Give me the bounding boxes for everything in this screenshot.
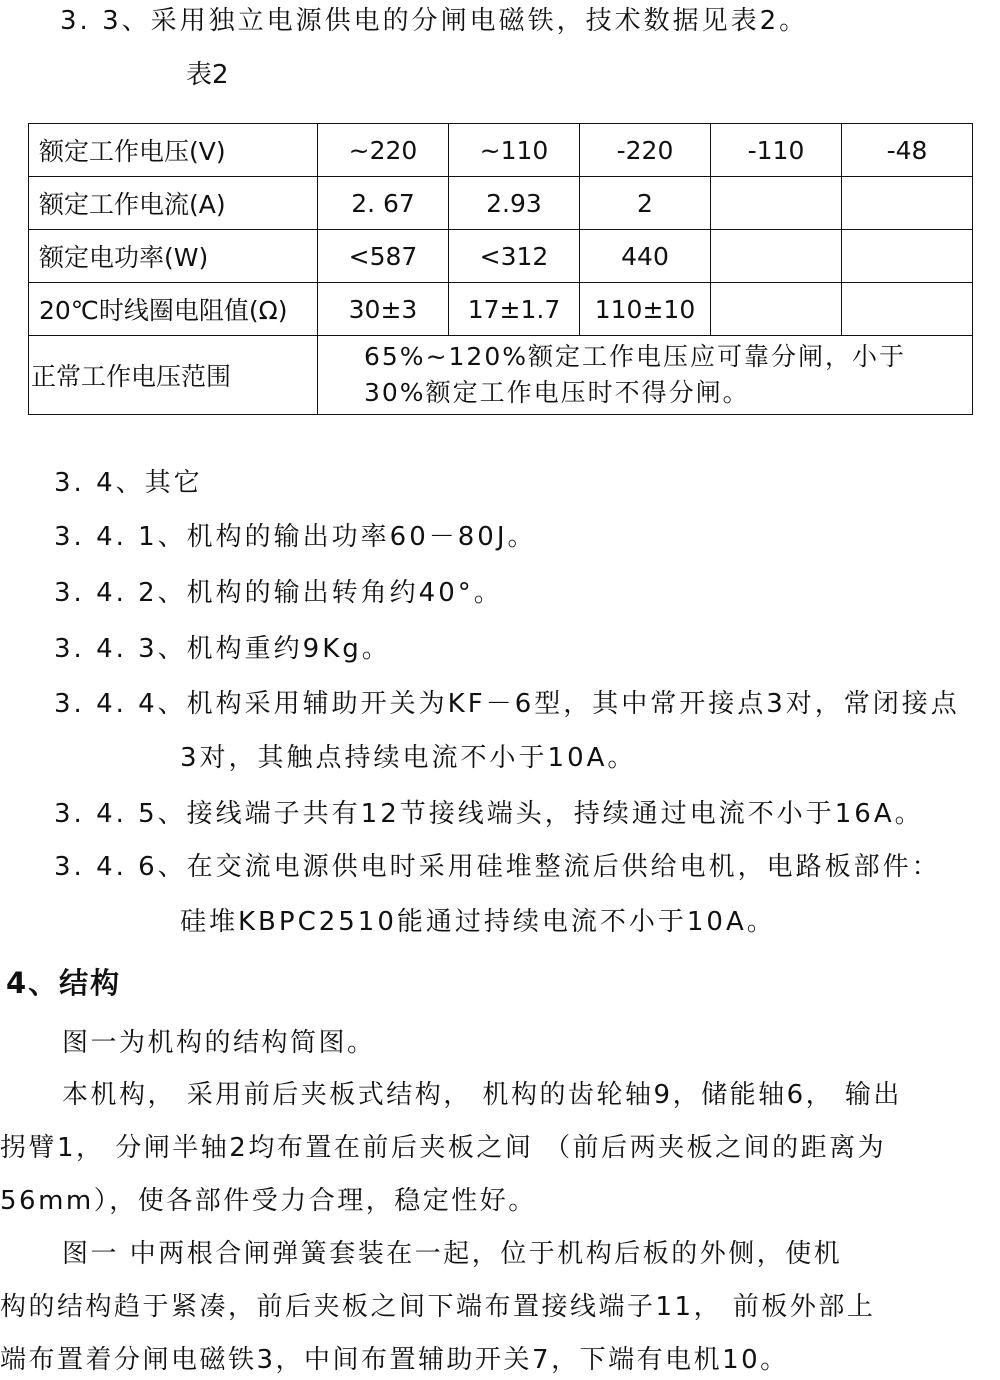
item-3-4-5: 3. 4. 5、接线端子共有12节接线端头，持续通过电流不小于16A。 [54,799,924,829]
table-row [29,177,973,230]
section-3-4: 3. 4、其它 [54,468,203,498]
item-3-4-6-cont: 硅堆KBPC2510能通过持续电流不小于10A。 [180,907,776,937]
table-row [29,124,973,177]
item-3-4-3: 3. 4. 3、机构重约9Kg。 [54,634,391,664]
table-cell [711,230,842,283]
row-label: 20℃时线圈电阻值(Ω) [29,283,318,336]
paragraph-line: 图一 中两根合闸弹簧套装在一起，位于机构后板的外侧，使机 [62,1239,843,1269]
table-cell: ~110 [449,124,580,177]
paragraph-line: 本机构， 采用前后夹板式结构， 机构的齿轮轴9，储能轴6， 输出 [62,1080,902,1110]
paragraph-line: 构的结构趋于紧凑，前后夹板之间下端布置接线端子11， 前板外部上 [0,1292,876,1322]
table-cell [842,177,973,230]
row-label: 额定电功率(W) [29,230,318,283]
table-row-voltage-range [29,336,973,415]
section-4-heading: 4、结构 [6,966,122,1000]
table-cell: -48 [842,124,973,177]
spec-table [28,123,973,415]
range-text-line: 30%额定工作电压时不得分闸。 [364,378,750,407]
table-cell: <312 [449,230,580,283]
range-text-line: 65%~120%额定工作电压应可靠分闸，小于 [364,341,906,371]
table-cell: 110±10 [580,283,711,336]
table-cell: ~220 [318,124,449,177]
table-cell: 2 [580,177,711,230]
table-cell: -220 [580,124,711,177]
item-3-4-4: 3. 4. 4、机构采用辅助开关为KF－6型，其中常开接点3对，常闭接点 [54,689,960,719]
paragraph-line: 拐臂1， 分闸半轴2均布置在前后夹板之间 （前后两夹板之间的距离为 [0,1133,887,1163]
table-cell: 2.93 [449,177,580,230]
table-cell [711,177,842,230]
table-cell [711,283,842,336]
section-3-3-heading: 3. 3、采用独立电源供电的分闸电磁铁，技术数据见表2。 [60,6,809,36]
table-cell: 440 [580,230,711,283]
item-3-4-4-cont: 3对，其触点持续电流不小于10A。 [180,743,637,773]
table-row [29,230,973,283]
table-cell: 30±3 [318,283,449,336]
item-3-4-6: 3. 4. 6、在交流电源供电时采用硅堆整流后供给电机，电路板部件： [54,852,941,882]
table-cell [842,283,973,336]
paragraph-line: 56mm），使各部件受力合理，稳定性好。 [0,1186,537,1216]
item-3-4-2: 3. 4. 2、机构的输出转角约40°。 [54,578,503,608]
paragraph-line: 图一为机构的结构简图。 [62,1028,376,1058]
row-label: 额定工作电压(V) [29,124,318,177]
table-cell: <587 [318,230,449,283]
paragraph-line: 端布置着分闸电磁铁3，中间布置辅助开关7，下端有电机10。 [0,1345,789,1375]
table-cell: 17±1.7 [449,283,580,336]
table-cell [842,230,973,283]
item-3-4-1: 3. 4. 1、机构的输出功率60－80J。 [54,522,537,552]
range-label: 正常工作电压范围 [29,336,318,415]
table-caption: 表2 [186,60,229,90]
table-row [29,283,973,336]
range-text [318,336,973,415]
spec-table-body [29,124,973,415]
table-cell: 2. 67 [318,177,449,230]
row-label: 额定工作电流(A) [29,177,318,230]
table-cell: -110 [711,124,842,177]
